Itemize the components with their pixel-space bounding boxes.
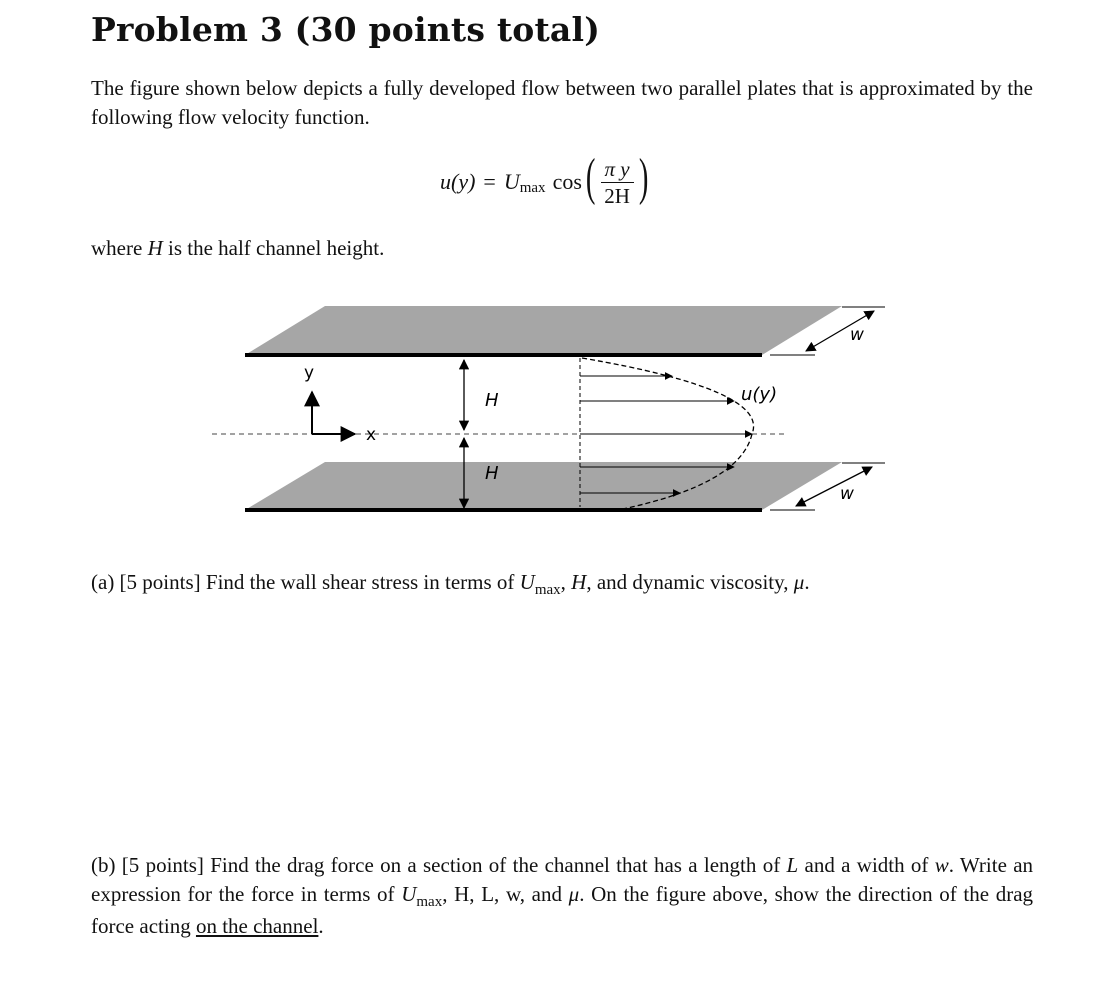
label-w-bottom: w — [840, 484, 854, 504]
part-b-after-mu: . On the figure above, show the direction of the drag force acting — [91, 882, 1034, 938]
eq-numerator: π y — [601, 158, 634, 183]
eq-left-paren: ( — [585, 149, 596, 206]
eq-denominator: 2H — [604, 183, 630, 208]
part-b-u: U — [401, 882, 417, 906]
bottom-plate — [245, 462, 842, 510]
part-a-tail: , and dynamic viscosity, — [586, 570, 789, 594]
eq-lhs: u(y) — [440, 169, 476, 194]
part-a-h: H — [571, 570, 587, 594]
part-b-write: . Write an expression for the force in terms of — [91, 853, 1034, 906]
part-b-underlined: on the channel — [195, 914, 319, 938]
axes — [312, 392, 355, 434]
part-b-width-text: and a width of — [804, 853, 929, 877]
part-b-vars: , H, L, w, and — [442, 882, 562, 906]
eq-func: cos — [552, 169, 582, 194]
part-a-mid: , — [560, 570, 566, 594]
where-suffix: is the half channel height. — [167, 236, 385, 260]
part-b-L: L — [786, 853, 799, 877]
label-y: y — [304, 363, 315, 383]
label-x: x — [366, 425, 377, 445]
part-b-u-sub: max — [416, 894, 443, 910]
part-b-end: . — [318, 914, 324, 938]
part-a-mu: μ — [793, 570, 805, 594]
part-b-w: w — [934, 853, 949, 877]
problem-title: Problem 3 (30 points total) — [91, 10, 601, 49]
label-w-top: w — [850, 325, 864, 345]
part-b-mu: μ — [568, 882, 580, 906]
label-h-top: H — [485, 390, 499, 411]
part-a-label: (a) [5 points] Find the wall shear stress in terms of — [91, 570, 515, 594]
label-h-bottom: H — [485, 463, 499, 484]
part-b — [91, 851, 1033, 941]
eq-equals: = — [483, 169, 496, 194]
where-var: H — [147, 236, 163, 260]
part-a-end: . — [804, 570, 810, 594]
part-a-u: U — [519, 570, 535, 594]
part-b-intro: (b) [5 points] Find the drag force on a section of the channel that has a length of — [91, 853, 781, 877]
eq-right-paren: ) — [638, 149, 649, 206]
eq-coef: U — [503, 169, 520, 194]
top-plate — [245, 306, 842, 355]
label-u: u(y) — [741, 384, 778, 405]
part-a-u-sub: max — [534, 582, 561, 598]
eq-coef-sub: max — [519, 179, 546, 196]
where-prefix: where — [91, 236, 143, 260]
intro-paragraph: The figure shown below depicts a fully developed flow between two parallel plates that is approximated by the following flow velocity function. — [91, 76, 1033, 129]
part-a — [91, 568, 1033, 600]
